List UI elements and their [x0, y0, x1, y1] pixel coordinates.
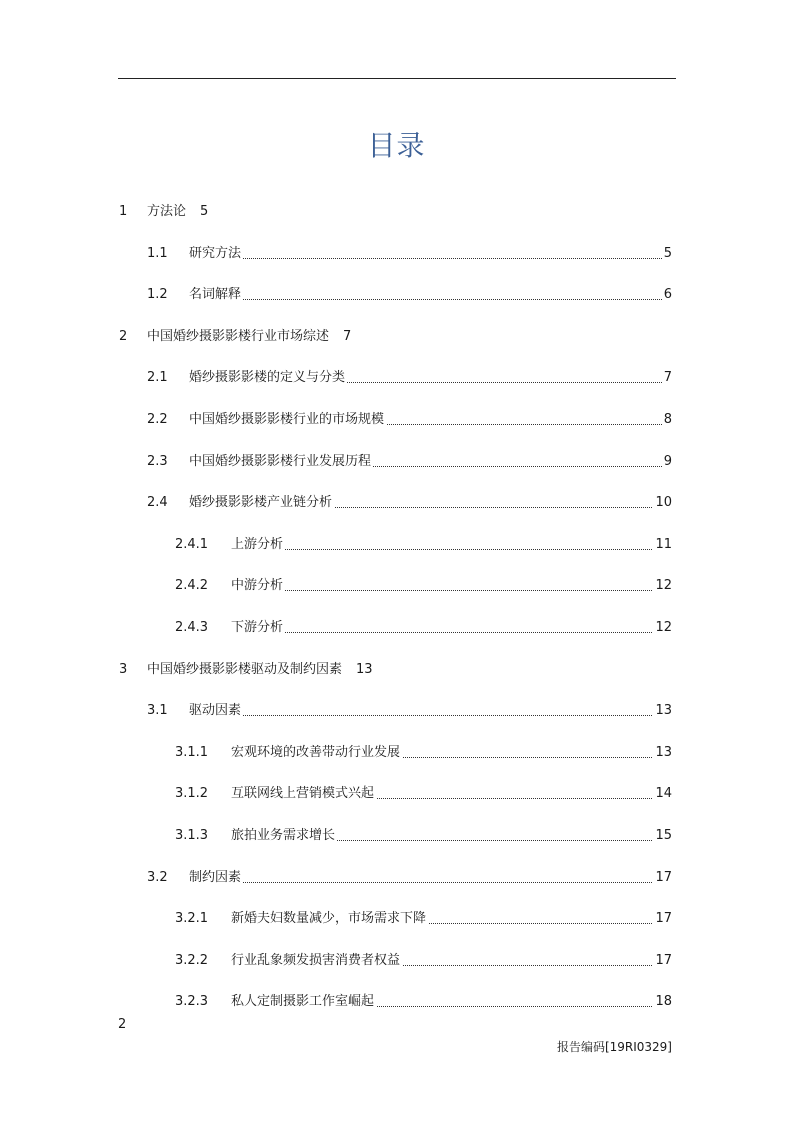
toc-entry-number: 1.2 — [147, 287, 168, 303]
toc-entry-title: 上游分析 — [231, 536, 284, 552]
toc-leader-dots — [189, 299, 672, 300]
toc-entry[interactable] — [0, 951, 793, 971]
toc-entry[interactable] — [0, 743, 793, 763]
toc-entry-page: 10 — [653, 493, 672, 513]
toc-entry-number: 3.2.2 — [175, 952, 209, 968]
toc-entry-page: 17 — [653, 909, 672, 929]
toc-entry-page: 17 — [653, 868, 672, 888]
toc-entry-title: 新婚夫妇数量减少，市场需求下降 — [231, 911, 427, 927]
toc-leader-dots — [189, 882, 672, 883]
toc-entry-page: 15 — [653, 826, 672, 846]
toc-entry-title: 下游分析 — [231, 620, 284, 635]
toc-entry-page: 12 — [653, 576, 672, 596]
toc-entry-title: 中国婚纱摄影影楼行业市场综述 — [147, 328, 330, 344]
toc-entry-number: 2 — [119, 328, 128, 344]
toc-entry-page: 17 — [653, 951, 672, 971]
toc-entry[interactable] — [0, 410, 793, 430]
toc-entry-title: 婚纱摄影影楼的定义与分类 — [189, 370, 346, 386]
toc-entry-number: 3.2.3 — [175, 994, 209, 1010]
report-code: 报告编码[19RI0329] — [556, 1040, 672, 1054]
toc-entry[interactable] — [0, 618, 793, 638]
toc-entry[interactable] — [0, 244, 793, 264]
toc-entry-title: 名词解释 — [189, 287, 242, 303]
toc-entry[interactable] — [0, 992, 793, 1012]
toc-entry-page: 14 — [653, 784, 672, 804]
toc-entry[interactable] — [0, 909, 793, 929]
toc-leader-dots — [231, 549, 672, 550]
toc-entry-page: 13 — [653, 701, 672, 721]
toc-entry-title: 中国婚纱摄影影楼行业发展历程 — [189, 453, 372, 469]
toc-entry-number: 2.4 — [147, 495, 168, 511]
toc-leader-dots — [231, 632, 672, 633]
toc-entry-number: 3.2 — [147, 869, 168, 885]
page-number: 2 — [118, 1017, 127, 1032]
toc-entry[interactable] — [0, 660, 793, 680]
toc-entry-title: 私人定制摄影工作室崛起 — [231, 994, 375, 1010]
toc-entry-title: 研究方法 — [189, 245, 242, 261]
toc-entry-page: 8 — [662, 410, 672, 430]
toc-entry-title: 中国婚纱摄影影楼行业的市场规模 — [189, 412, 385, 427]
toc-entry-page: 7 — [662, 368, 672, 388]
toc-entry-number: 1 — [119, 204, 128, 219]
toc-entry-page: 7 — [343, 328, 352, 344]
toc-entry[interactable] — [0, 535, 793, 555]
toc-entry-number: 2.4.2 — [175, 578, 209, 594]
toc-entry-number: 1.1 — [147, 245, 168, 261]
toc-entry-title: 行业乱象频发损害消费者权益 — [231, 952, 401, 968]
toc-entry-title: 旅拍业务需求增长 — [231, 828, 336, 843]
toc-entry[interactable] — [0, 368, 793, 388]
toc-entry-page: 5 — [662, 244, 672, 264]
toc-entry-title: 中国婚纱摄影影楼驱动及制约因素 — [147, 661, 343, 677]
toc-entry[interactable] — [0, 784, 793, 804]
toc-entry[interactable] — [0, 826, 793, 846]
toc-entry[interactable] — [0, 327, 793, 347]
toc-entry-number: 2.3 — [147, 453, 168, 469]
toc-entry-title: 宏观环境的改善带动行业发展 — [231, 744, 401, 760]
toc-entry-number: 3.2.1 — [175, 911, 209, 927]
toc-entry-number: 2.2 — [147, 412, 168, 427]
toc-entry-number: 3.1.1 — [175, 744, 209, 760]
toc-entry-page: 5 — [200, 204, 209, 219]
toc-entry-page: 13 — [653, 743, 672, 763]
toc-entry-page: 6 — [662, 285, 672, 305]
toc-leader-dots — [189, 715, 672, 716]
toc-entry-number: 3.1.3 — [175, 828, 209, 843]
toc-entry-page: 13 — [356, 661, 373, 677]
toc-entry[interactable] — [0, 452, 793, 472]
toc-entry-title: 互联网线上营销模式兴起 — [231, 786, 375, 802]
toc-entry[interactable] — [0, 868, 793, 888]
toc-entry-page: 11 — [653, 535, 672, 555]
toc-entry[interactable] — [0, 701, 793, 721]
toc-entry-number: 3 — [119, 661, 128, 677]
page-title: 目录 — [367, 129, 426, 162]
header-rule — [118, 78, 676, 79]
toc-entry-title: 中游分析 — [231, 578, 284, 594]
toc-entry[interactable] — [0, 202, 793, 222]
toc-entry-number: 3.1.2 — [175, 786, 209, 802]
toc-entry-number: 2.1 — [147, 370, 168, 386]
toc-entry-title: 制约因素 — [189, 869, 242, 885]
toc-entry-page: 18 — [653, 992, 672, 1012]
toc-entry-title: 驱动因素 — [189, 703, 242, 719]
toc-entry-number: 3.1 — [147, 703, 168, 719]
toc-leader-dots — [189, 258, 672, 259]
toc-entry[interactable] — [0, 493, 793, 513]
toc-entry-title: 方法论 — [147, 204, 187, 219]
toc-entry-number: 2.4.1 — [175, 536, 209, 552]
toc-entry-title: 婚纱摄影影楼产业链分析 — [189, 495, 333, 511]
toc-entry-number: 2.4.3 — [175, 620, 209, 635]
toc-entry[interactable] — [0, 285, 793, 305]
toc-leader-dots — [231, 590, 672, 591]
toc-entry-page: 9 — [662, 452, 672, 472]
toc-entry-page: 12 — [653, 618, 672, 638]
toc-entry[interactable] — [0, 576, 793, 596]
